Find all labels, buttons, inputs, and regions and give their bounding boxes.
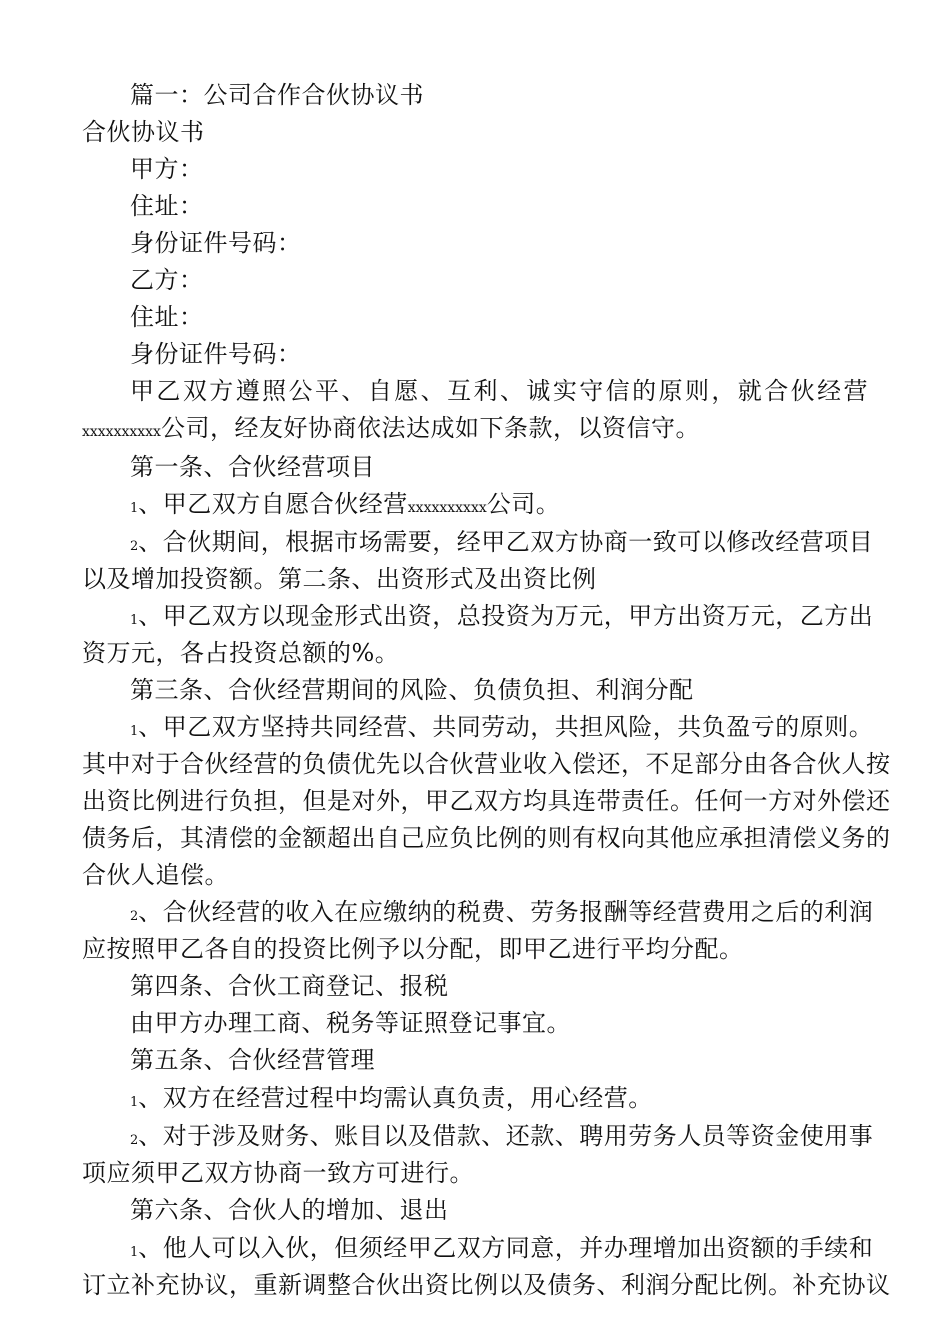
preamble-text: 公司，经友好协商依法达成如下条款，以资信守。	[160, 414, 700, 442]
agreement-title: 合伙协议书	[82, 118, 205, 146]
clause-text: 、甲乙双方自愿合伙经营	[138, 490, 408, 518]
clause-line	[130, 1121, 873, 1156]
article-heading: 第五条、合伙经营管理	[130, 1046, 375, 1074]
clause-text: 、甲乙双方坚持共同经营、共同劳动，共担风险，共负盈亏的原则。	[138, 713, 874, 741]
clause-number: 1	[130, 1245, 139, 1260]
clause-number: 1	[130, 613, 139, 628]
clause-line	[130, 897, 873, 932]
clause-line: 应按照甲乙各自的投资比例予以分配，即甲乙进行平均分配。	[82, 935, 744, 963]
clause-number: 2	[130, 539, 139, 554]
article-heading: 第三条、合伙经营期间的风险、负债负担、利润分配	[130, 676, 694, 704]
clause-number: 1	[130, 501, 139, 516]
preamble-line	[82, 413, 700, 447]
clause-line: 项应须甲乙双方协商一致方可进行。	[82, 1159, 474, 1187]
clause-line: 债务后，其清偿的金额超出自己应负比例的则有权向其他应承担清偿义务的	[82, 824, 891, 852]
clause-text: 、合伙经营的收入在应缴纳的税费、劳务报酬等经营费用之后的利润	[138, 898, 874, 926]
clause-text: 、对于涉及财务、账目以及借款、还款、聘用劳务人员等资金使用事	[138, 1122, 874, 1150]
clause-line: 由甲方办理工商、税务等证照登记事宜。	[130, 1009, 571, 1037]
clause-line	[130, 712, 873, 747]
clause-line: 出资比例进行负担，但是对外，甲乙双方均具连带责任。任何一方对外偿还	[82, 787, 891, 815]
company-placeholder: xxxxxxxxxx	[82, 424, 161, 440]
clause-text: 公司。	[486, 490, 561, 518]
clause-line: 以及增加投资额。第二条、出资形式及出资比例	[82, 565, 597, 593]
party-a-address-label: 住址：	[130, 192, 204, 220]
clause-text: 、双方在经营过程中均需认真负责，用心经营。	[138, 1084, 653, 1112]
party-b-address-label: 住址：	[130, 303, 204, 331]
clause-text: 、合伙期间，根据市场需要，经甲乙双方协商一致可以修改经营项目	[138, 528, 874, 556]
preamble-line: 甲乙双方遵照公平、自愿、互利、诚实守信的原则，就合伙经营	[130, 377, 868, 405]
clause-line	[130, 601, 873, 636]
party-b-label: 乙方：	[130, 266, 204, 294]
article-heading: 第六条、合伙人的增加、退出	[130, 1196, 449, 1224]
clause-line: 其中对于合伙经营的负债优先以合伙营业收入偿还，不足部分由各合伙人按	[82, 750, 891, 778]
clause-text: 、甲乙双方以现金形式出资，总投资为万元，甲方出资万元，乙方出	[138, 602, 874, 630]
clause-line: 订立补充协议，重新调整合伙出资比例以及债务、利润分配比例。补充协议	[82, 1271, 891, 1299]
clause-number: 1	[130, 724, 139, 739]
clause-line	[130, 489, 560, 524]
article-heading: 第一条、合伙经营项目	[130, 453, 375, 481]
clause-line	[130, 1233, 873, 1268]
clause-number: 1	[130, 1095, 139, 1110]
clause-line	[130, 1083, 653, 1118]
clause-line: 资万元，各占投资总额的%。	[82, 639, 400, 667]
clause-number: 2	[130, 1133, 139, 1148]
clause-text: 、他人可以入伙，但须经甲乙双方同意，并办理增加出资额的手续和	[138, 1234, 874, 1262]
party-b-id-label: 身份证件号码：	[130, 340, 302, 368]
company-placeholder: xxxxxxxxxx	[407, 500, 487, 516]
party-a-id-label: 身份证件号码：	[130, 229, 302, 257]
clause-line: 合伙人追偿。	[82, 861, 229, 889]
article-heading: 第四条、合伙工商登记、报税	[130, 972, 449, 1000]
clause-line	[130, 527, 873, 562]
clause-number: 2	[130, 909, 139, 924]
document-heading: 篇一：公司合作合伙协议书	[130, 81, 424, 109]
party-a-label: 甲方：	[130, 155, 204, 183]
